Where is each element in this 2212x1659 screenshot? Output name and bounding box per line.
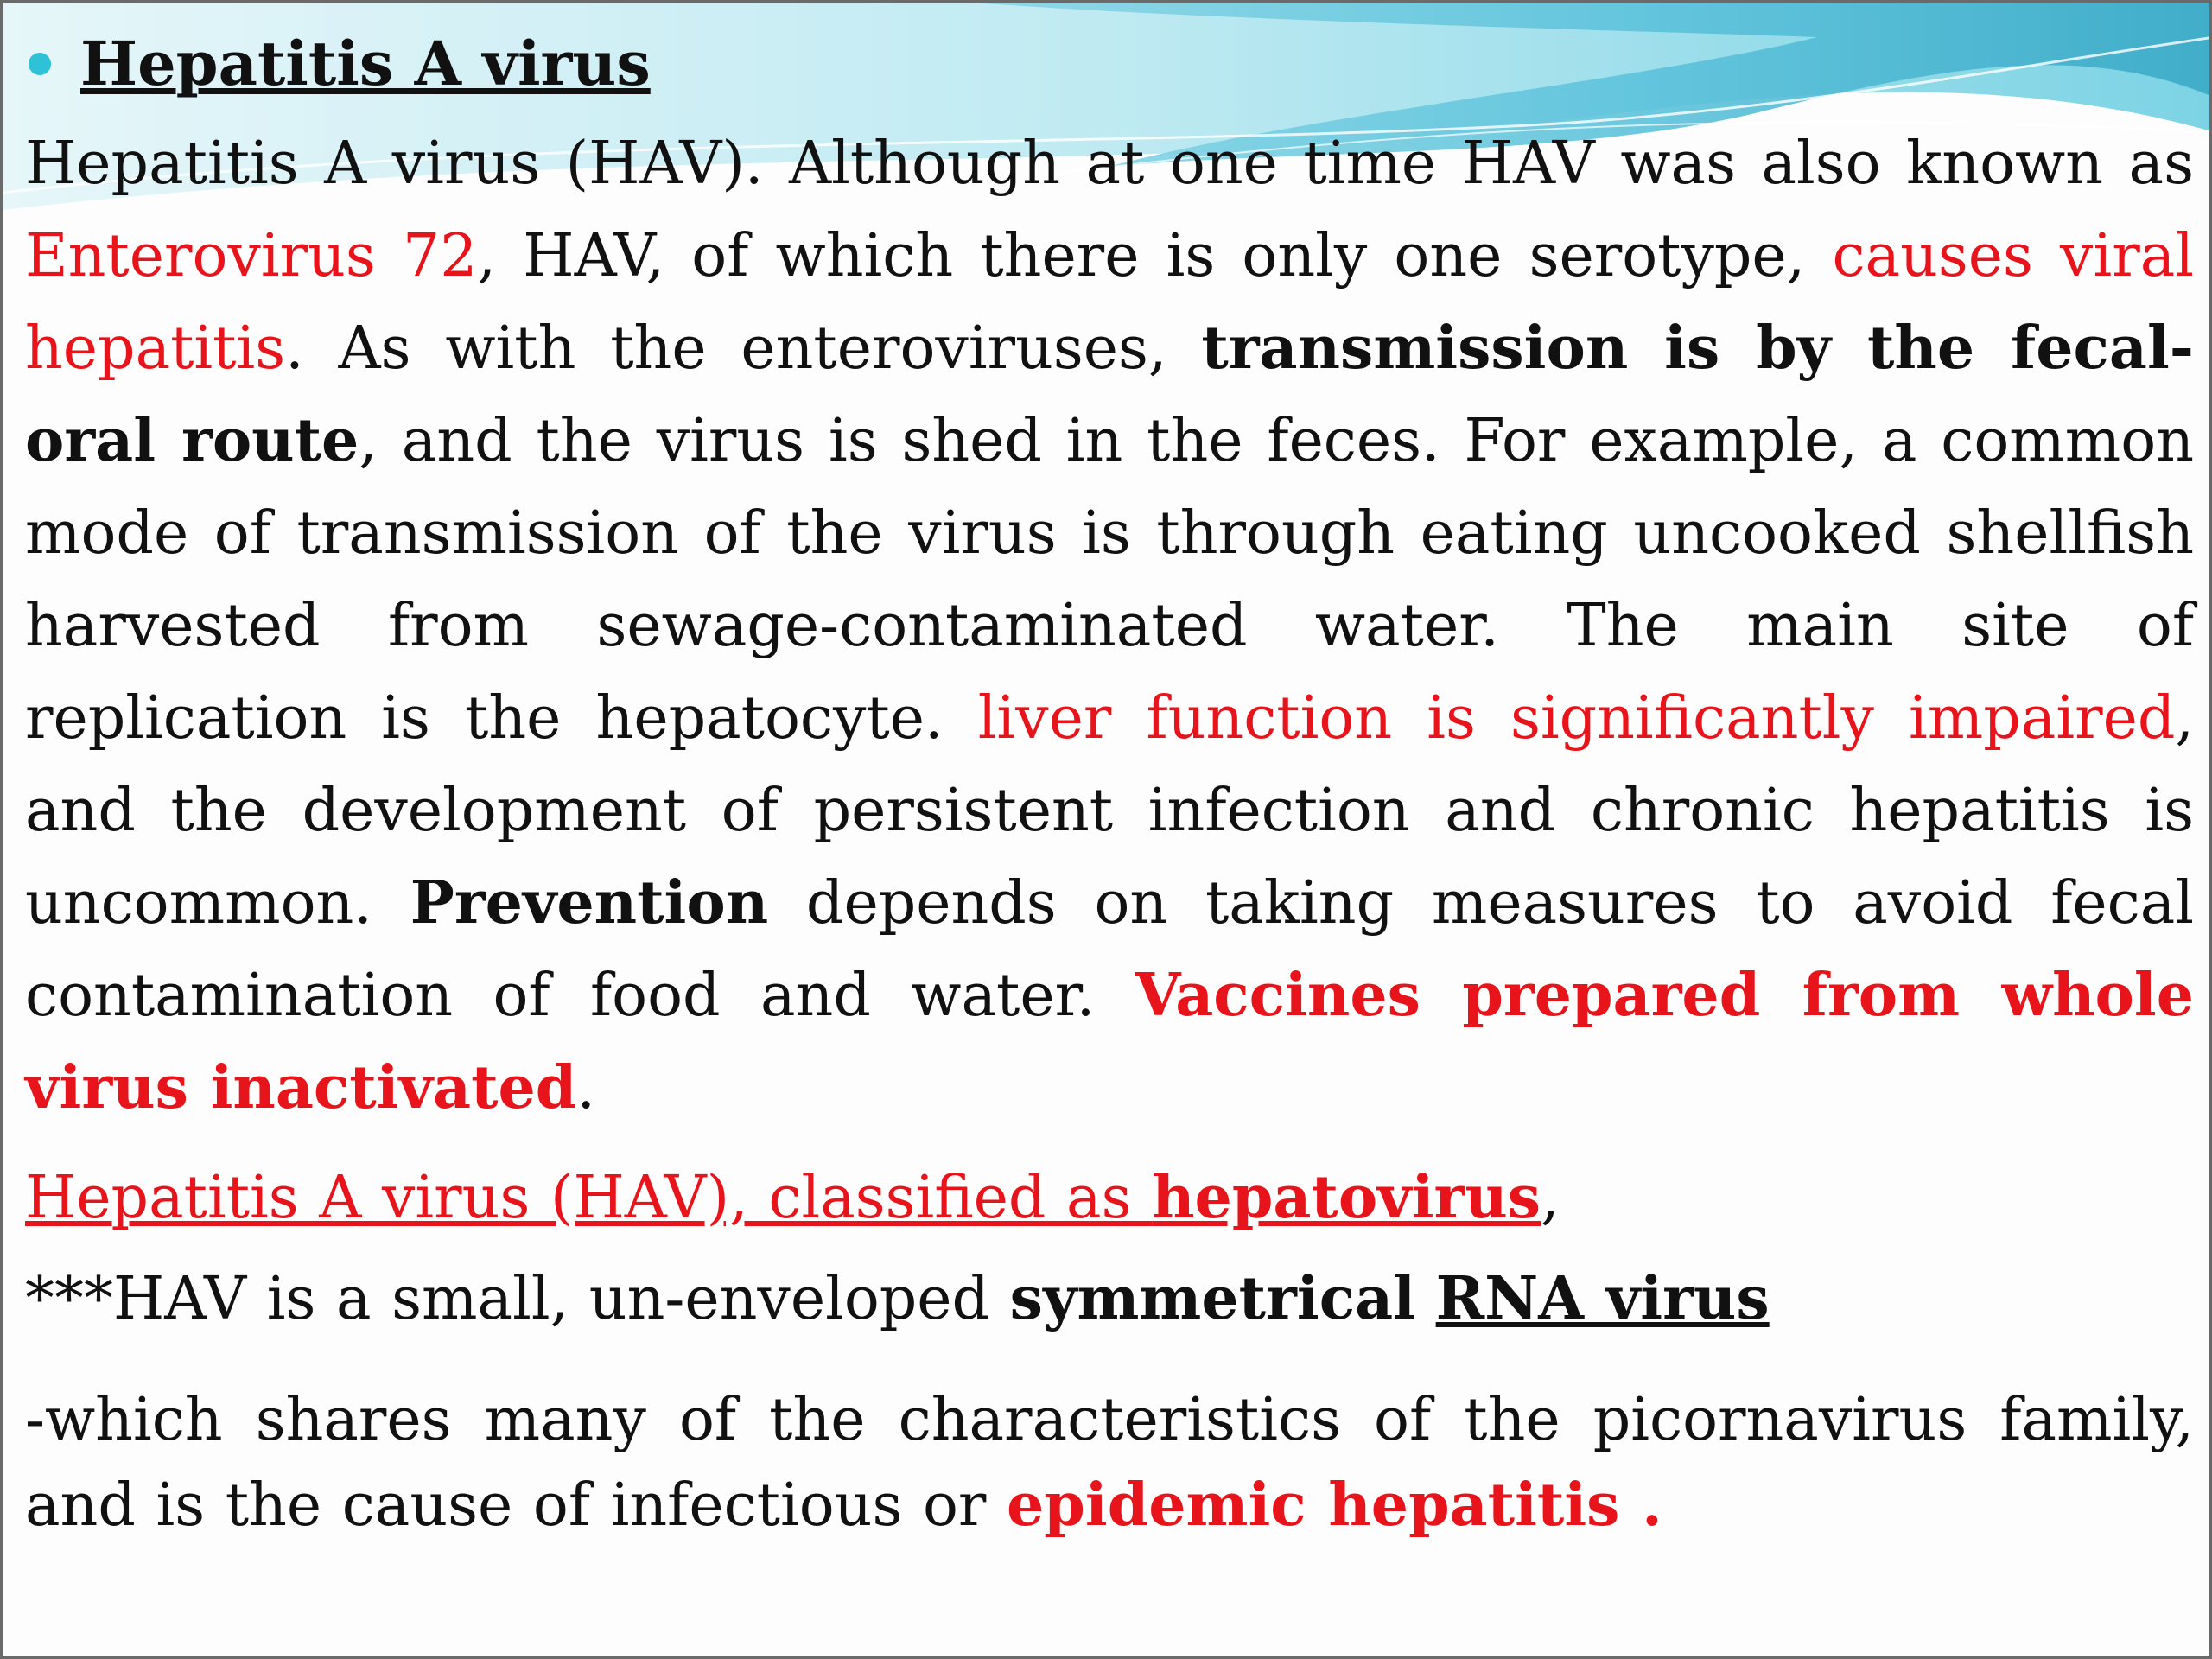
paragraph-structure [25,1253,2194,1345]
text-run: Hepatitis A virus (HAV). Although at one time HAV was also known as [25,130,2194,198]
text-run: ***HAV is a small, un-enveloped [25,1265,1010,1333]
highlight-vaccines: Vaccines prepared from whole virus inactivated [25,961,2194,1122]
text-run: , and the development of persistent infection and chronic hepatitis is uncommon. [25,684,2194,938]
text-run [1415,1265,1436,1333]
highlight-liver-function: liver function is significantly impaired [977,684,2176,753]
slide-content [25,18,2194,1548]
paragraph-classification [25,1152,2194,1244]
emphasis-symmetrical: symmetrical [1009,1264,1415,1333]
paragraph-family [25,1378,2194,1548]
text-run: , [1541,1164,1560,1232]
text-run: depends on taking measures to avoid fecal contamination of food and water. [25,869,2194,1030]
emphasis-prevention: Prevention [410,868,769,938]
paragraph-overview [25,118,2194,1135]
classification-text: Hepatitis A virus (HAV), classified as [25,1164,1153,1232]
highlight-epidemic-hepatitis: epidemic hepatitis . [1007,1471,1662,1540]
slide-title: Hepatitis A virus [80,27,651,99]
text-run: . As with the enteroviruses, [285,315,1202,383]
text-run: , and the virus is shed in the feces. For example, a common mode of transmission of the virus is through eating uncooked shellfish harvested from sewage-contaminated water. The main site of replication is the hepatocyte. [25,407,2195,753]
emphasis-rna-virus: RNA virus [1435,1264,1770,1333]
highlight-causes-hepatitis: causes viral hepatitis [25,222,2195,383]
text-run: , HAV, of which there is only one serotype, [477,222,1833,290]
highlight-enterovirus: Enterovirus 72 [25,222,478,290]
classification-hepatovirus: hepatovirus [1152,1163,1541,1232]
emphasis-transmission: transmission is by the fecal-oral route [25,314,2194,475]
text-run: . [576,1054,595,1122]
title-row [25,18,2194,109]
bullet-dot-icon [29,53,51,75]
text-run: -which shares many of the characteristics of the picornavirus family, and is the cause of infectious or [25,1386,2194,1540]
